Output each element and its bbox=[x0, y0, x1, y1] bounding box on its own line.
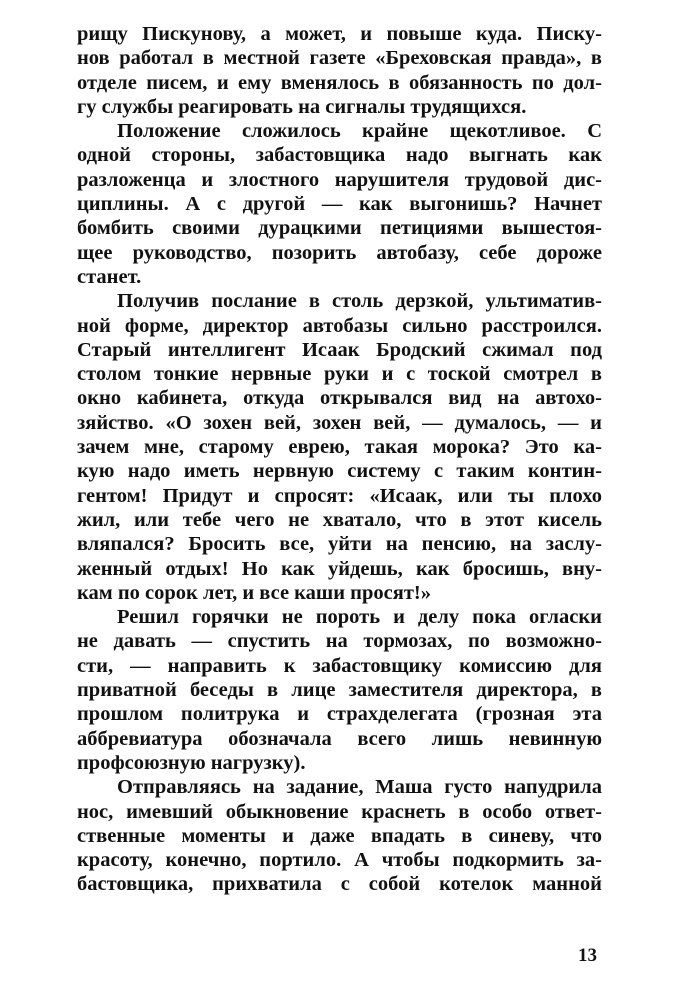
text-line: гентом! Придут и спросят: «Исаак, или ты плохо bbox=[77, 484, 602, 507]
text-line: станет. bbox=[77, 265, 142, 288]
text-line: гу службы реагировать на сигналы трудящихся. bbox=[77, 95, 527, 118]
text-line: профсоюзную нагрузку). bbox=[77, 751, 306, 774]
text-line: нос, имевший обыкновение краснеть в особо ответ- bbox=[77, 800, 602, 823]
text-line: нов работал в местной газете «Бреховская правда», в bbox=[77, 47, 602, 70]
paragraph bbox=[77, 605, 602, 775]
text-line: Старый интеллигент Исаак Бродский сжимал под bbox=[77, 338, 602, 361]
text-line: Положение сложилось крайне щекотливое. С bbox=[117, 120, 602, 143]
text-line: рищу Пискунову, а может, и повыше куда. Писку- bbox=[77, 23, 602, 45]
text-line: жил, или тебе чего не хватало, что в этот кисель bbox=[77, 508, 602, 531]
text-line: кам по сорок лет, и все каши просят!» bbox=[77, 581, 431, 604]
text-line: зяйство. «О зохен вей, зохен вей, — думалось, — и bbox=[77, 411, 602, 434]
text-line: сти, — направить к забастовщику комиссию для bbox=[77, 654, 602, 677]
paragraph bbox=[77, 22, 602, 119]
paragraph bbox=[77, 289, 602, 605]
text-line: бастовщика, прихватила с собой котелок манной bbox=[77, 873, 602, 896]
text-line: Получив послание в столь дерзкой, ультиматив- bbox=[117, 290, 602, 313]
text-line: окно кабинета, откуда открывался вид на автохо- bbox=[77, 387, 602, 410]
page-number: 13 bbox=[578, 945, 597, 966]
text-line: Решил горячки не пороть и делу пока огласки bbox=[117, 606, 602, 629]
text-line: зачем мне, старому еврею, такая морока? Это ка- bbox=[77, 436, 602, 459]
text-line: женный отдых! Но как уйдешь, как бросишь, вну- bbox=[77, 557, 602, 580]
paragraph bbox=[77, 119, 602, 289]
text-line: столом тонкие нервные руки и с тоской смотрел в bbox=[77, 363, 602, 386]
text-line: аббревиатура обозначала всего лишь невинную bbox=[77, 727, 602, 750]
text-line: одной стороны, забастовщика надо выгнать как bbox=[77, 144, 602, 167]
text-line: отделе писем, и ему вменялось в обязанность по дол- bbox=[77, 71, 602, 94]
text-line: бомбить своими дурацкими петициями вышестоя- bbox=[77, 217, 602, 240]
text-line: вляпался? Бросить все, уйти на пенсию, на заслу- bbox=[77, 533, 602, 556]
text-line: прошлом политрука и страхделегата (грозная эта bbox=[77, 703, 602, 726]
text-line: ной форме, директор автобазы сильно расстроился. bbox=[77, 314, 602, 337]
paragraph bbox=[77, 775, 602, 896]
page-text bbox=[77, 22, 602, 897]
text-line: Отправляясь на задание, Маша густо напудрила bbox=[117, 776, 602, 799]
text-line: красоту, конечно, портило. А чтобы подкормить за- bbox=[77, 849, 602, 872]
text-line: разложенца и злостного нарушителя трудовой дис- bbox=[77, 168, 602, 191]
text-line: ственные моменты и даже впадать в синеву, что bbox=[77, 824, 602, 847]
text-line: циплины. А с другой — как выгонишь? Начнет bbox=[77, 193, 602, 216]
text-line: приватной беседы в лице заместителя директора, в bbox=[77, 679, 602, 702]
text-line: кую надо иметь нервную систему с таким контин- bbox=[77, 460, 602, 483]
text-line: щее руководство, позорить автобазу, себе дороже bbox=[77, 241, 602, 264]
text-line: не давать — спустить на тормозах, по возможно- bbox=[77, 630, 602, 653]
